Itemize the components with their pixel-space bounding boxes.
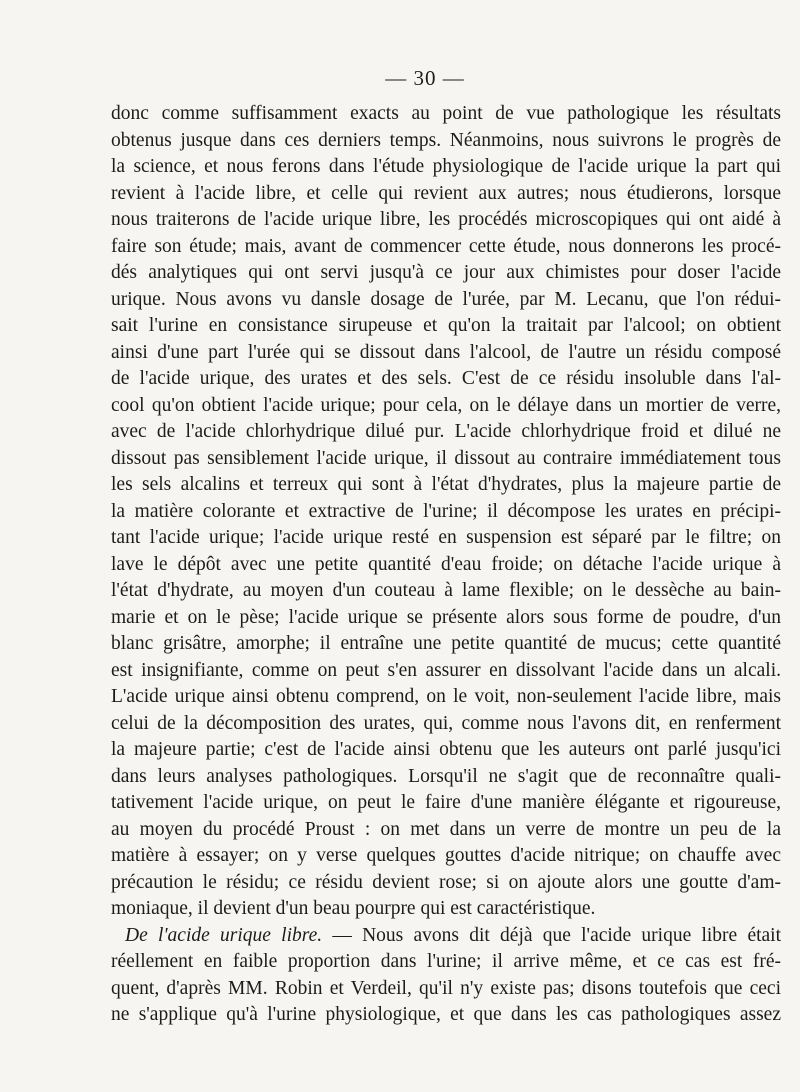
text-line: la science, et nous ferons dans l'étude physiologique de l'acide urique la part qui	[111, 156, 781, 177]
section-first-line-text: — Nous avons dit déjà que l'acide urique libre était	[332, 924, 782, 946]
text-line: dés analytiques qui ont servi jusqu'à ce jour aux chimistes pour doser l'acide	[111, 262, 781, 283]
text-line: les sels alcalins et terreux qui sont à l'état d'hydrates, plus la majeure partie de	[111, 474, 781, 495]
text-line: quent, d'après MM. Robin et Verdeil, qu'il n'y existe pas; disons toutefois que ceci	[111, 977, 781, 999]
text-line: l'état d'hydrate, au moyen d'un couteau à lame flexible; on le dessèche au bain-	[111, 580, 781, 601]
text-line: lave le dépôt avec une petite quantité d'eau froide; on détache l'acide urique à	[111, 553, 781, 575]
page-number: — 30 —	[385, 66, 465, 90]
text-line: cool qu'on obtient l'acide urique; pour cela, on le délaye dans un mortier de verre,	[111, 394, 781, 416]
text-line: urique. Nous avons vu dansle dosage de l'urée, par M. Lecanu, que l'on rédui-	[111, 288, 781, 310]
text-line: au moyen du procédé Proust : on met dans un verre de montre un peu de la	[111, 818, 781, 840]
text-line: moniaque, il devient d'un beau pourpre qui est caractéristique.	[111, 898, 596, 919]
text-line: réellement en faible proportion dans l'urine; il arrive même, et ce cas est fré-	[111, 951, 781, 972]
body-text	[111, 101, 781, 1029]
text-line: obtenus jusque dans ces derniers temps. Néanmoins, nous suivrons le progrès de	[111, 129, 781, 151]
text-line: de l'acide urique, des urates et des sels. C'est de ce résidu insoluble dans l'al-	[111, 368, 781, 389]
section-first-line	[111, 923, 781, 950]
text-line: nous traiterons de l'acide urique libre, les procédés microscopiques qui ont aidé à	[111, 209, 781, 230]
text-line: celui de la décomposition des urates, qui, comme nous l'avons dit, en renferment	[111, 712, 781, 734]
text-line: précaution le résidu; ce résidu devient rose; si on ajoute alors une goutte d'am-	[111, 871, 781, 893]
text-line: tant l'acide urique; l'acide urique resté en suspension est séparé par le filtre; on	[111, 527, 781, 548]
text-line: faire son étude; mais, avant de commencer cette étude, nous donnerons les procé-	[111, 235, 781, 257]
text-line: dissout pas sensiblement l'acide urique, il dissout au contraire immédiatement tous	[111, 447, 781, 469]
text-line: dans leurs analyses pathologiques. Lorsqu'il ne s'agit que de reconnaître quali-	[111, 765, 781, 787]
text-line: blanc grisâtre, amorphe; il entraîne une petite quantité de mucus; cette quantité	[111, 633, 781, 654]
section-heading: De l'acide urique libre.	[125, 924, 323, 946]
text-line: la majeure partie; c'est de l'acide ainsi obtenu que les auteurs ont parlé jusqu'ici	[111, 739, 781, 760]
text-line: tativement l'acide urique, on peut le faire d'une manière élégante et rigoureuse,	[111, 792, 781, 813]
text-line: la matière colorante et extractive de l'urine; il décompose les urates en précipi-	[111, 500, 781, 522]
text-line: avec de l'acide chlorhydrique dilué pur. L'acide chlorhydrique froid et dilué ne	[111, 421, 781, 442]
text-line: L'acide urique ainsi obtenu comprend, on le voit, non-seulement l'acide libre, mais	[111, 686, 781, 707]
text-line: sait l'urine en consistance sirupeuse et qu'on la traitait par l'alcool; on obtient	[111, 315, 781, 336]
text-line: ainsi d'une part l'urée qui se dissout dans l'alcool, de l'autre un résidu composé	[111, 341, 781, 363]
text-line: donc comme suffisamment exacts au point de vue pathologique les résultats	[111, 103, 781, 124]
text-line: est insignifiante, comme on peut s'en assurer en dissolvant l'acide dans un alcali.	[111, 659, 781, 681]
text-line: ne s'applique qu'à l'urine physiologique, et que dans les cas pathologiques assez	[111, 1004, 781, 1025]
text-line: marie et on le pèse; l'acide urique se présente alors sous forme de poudre, d'un	[111, 606, 781, 628]
text-line: matière à essayer; on y verse quelques gouttes d'acide nitrique; on chauffe avec	[111, 845, 781, 866]
text-line: revient à l'acide libre, et celle qui revient aux autres; nous étudierons, lorsque	[111, 182, 781, 204]
